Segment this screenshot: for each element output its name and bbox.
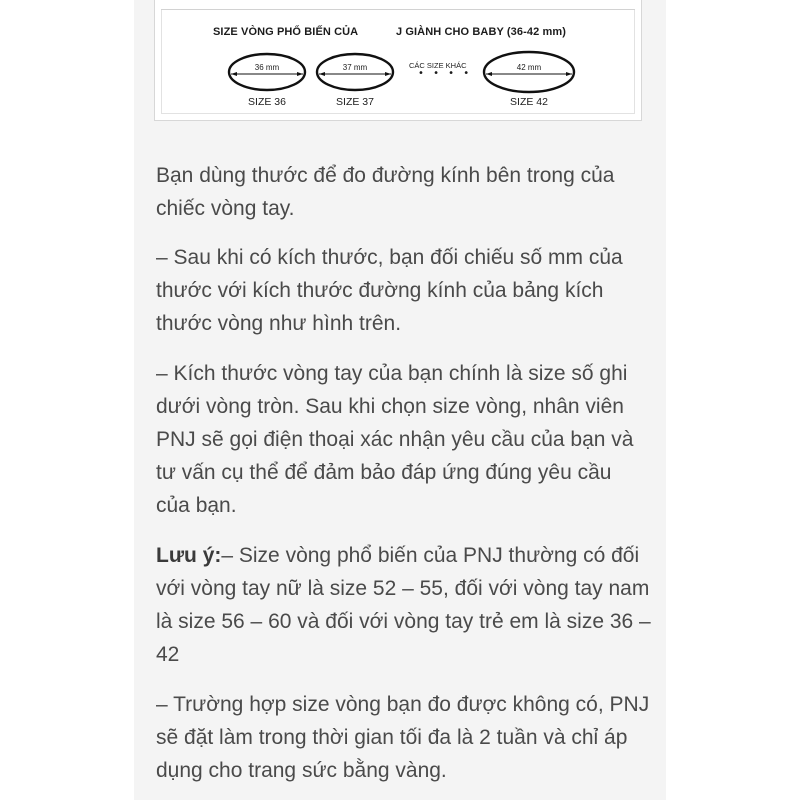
note-label: Lưu ý:	[156, 544, 222, 567]
chart-title-left: SIZE VÒNG PHỔ BIẾN CỦA	[213, 26, 359, 38]
paragraph-custom-order: – Trường hợp size vòng bạn đo được không có, PNJ sẽ đặt làm trong thời gian tối đa là 2 tuần và chỉ áp dụng cho trang sức bằng vàng.	[156, 693, 650, 782]
ring-37-size: SIZE 37	[336, 96, 374, 108]
ring-42-icon	[482, 50, 576, 94]
other-sizes-dots: • • • •	[418, 68, 473, 79]
paragraph-note	[156, 539, 651, 671]
ring-36-icon	[227, 52, 307, 92]
ring-37-measure: 37 mm	[342, 63, 368, 72]
paragraph-size-result: – Kích thước vòng tay của bạn chính là size số ghi dưới vòng tròn. Sau khi chọn size vòng, nhân viên PNJ sẽ gọi điện thoại xác nhận yêu cầu của bạn và tư vấn cụ thể để đảm bảo đáp ứng đúng yêu cầu của bạn.	[156, 362, 634, 517]
ring-37-icon	[315, 52, 395, 92]
size-chart-image	[154, 0, 642, 121]
chart-title-right: J GIÀNH CHO BABY (36-42 mm)	[396, 26, 566, 38]
paragraph-measure-instruction: Bạn dùng thước để đo đường kính bên trong của chiếc vòng tay.	[156, 164, 615, 220]
other-sizes-label: CÁC SIZE KHÁC	[409, 61, 467, 70]
ring-42-size: SIZE 42	[510, 96, 548, 108]
ring-42-measure: 42 mm	[516, 63, 542, 72]
article-column	[134, 0, 666, 800]
paragraph-compare-size: – Sau khi có kích thước, bạn đối chiếu số mm của thước với kích thước đường kính của bảng kích thước vòng như hình trên.	[156, 246, 623, 335]
ring-36-measure: 36 mm	[254, 63, 280, 72]
note-text: – Size vòng phổ biến của PNJ thường có đối với vòng tay nữ là size 52 – 55, đối với vòng tay nam là size 56 – 60 và đối với vòng tay trẻ em là size 36 – 42	[156, 544, 651, 666]
ring-36-size: SIZE 36	[248, 96, 286, 108]
